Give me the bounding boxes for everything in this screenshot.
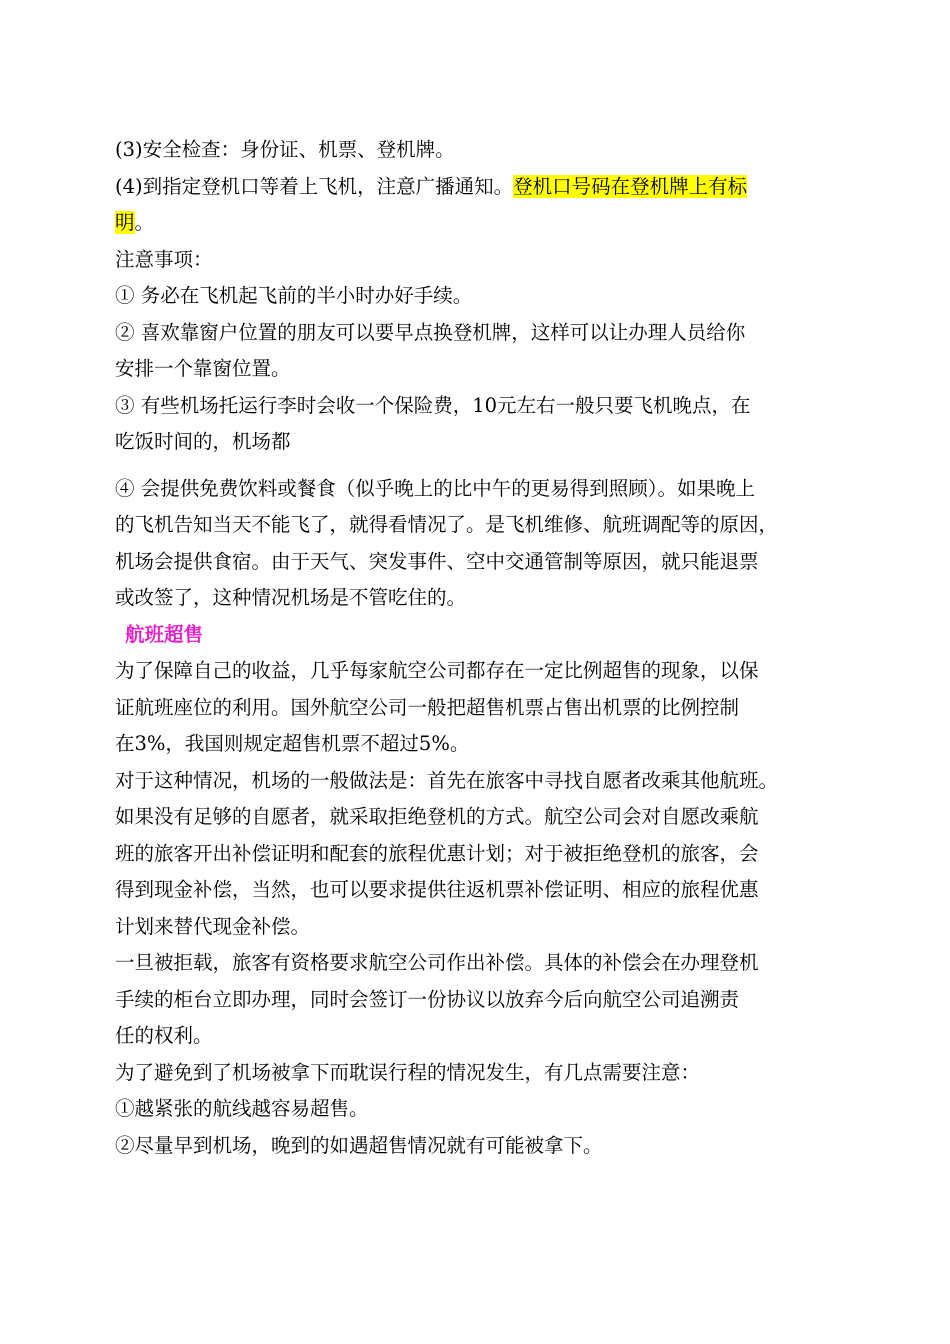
- paragraph-line: 得到现金补偿，当然，也可以要求提供往返机票补偿证明、相应的旅程优惠: [115, 878, 759, 901]
- list-item: ② 喜欢靠窗户位置的朋友可以要早点换登机牌，这样可以让办理人员给你: [115, 320, 746, 344]
- paragraph-line: 一旦被拒载，旅客有资格要求航空公司作出补偿。具体的补偿会在办理登机: [115, 951, 759, 974]
- list-item: ③ 有些机场托运行李时会收一个保险费，10元左右一般只要飞机晚点，在: [115, 393, 751, 417]
- list-item: ②尽量早到机场，晚到的如遇超售情况就有可能被拿下。: [115, 1133, 603, 1157]
- paragraph-line: 为了避免到了机场被拿下而耽误行程的情况发生，有几点需要注意：: [115, 1060, 701, 1084]
- paragraph-line: [115, 205, 840, 242]
- paragraph-line: 的飞机告知当天不能飞了，就得看情况了。是飞机维修、航班调配等的原因，: [115, 513, 779, 536]
- paragraph-line: 如果没有足够的自愿者，就采取拒绝登机的方式。航空公司会对自愿改乘航: [115, 805, 759, 828]
- line-text: 。: [134, 211, 155, 234]
- paragraph-line: 计划来替代现金补偿。: [115, 914, 311, 938]
- paragraph-line: 吃饭时间的，机场都: [115, 430, 291, 453]
- paragraph-line: 为了保障自己的收益，几乎每家航空公司都存在一定比例超售的现象，以保: [115, 659, 759, 682]
- line-text: (4)到指定登机口等着上飞机，注意广播通知。: [115, 174, 514, 198]
- highlighted-text: 登机口号码在登机牌上有标: [513, 174, 748, 198]
- paragraph-line: [115, 169, 840, 206]
- paragraph-line: 对于这种情况，机场的一般做法是：首先在旅客中寻找自愿者改乘其他航班。: [115, 768, 779, 792]
- paragraph-line: 安排一个靠窗位置。: [115, 357, 291, 380]
- paragraph-line: 在3%，我国则规定超售机票不超过5%。: [115, 732, 470, 755]
- paragraph-line: 手续的柜台立即办理，同时会签订一份协议以放弃今后向航空公司追溯责: [115, 987, 740, 1011]
- paragraph-line: (3)安全检查：身份证、机票、登机牌。: [115, 138, 455, 161]
- list-item: ① 务必在飞机起飞前的半小时办好手续。: [115, 284, 473, 307]
- paragraph-line: 证航班座位的利用。国外航空公司一般把超售机票占售出机票的比例控制: [115, 695, 740, 719]
- highlighted-text: 明: [115, 211, 135, 234]
- list-item: ①越紧张的航线越容易超售。: [115, 1097, 369, 1120]
- paragraph-line: 班的旅客开出补偿证明和配套的旅程优惠计划；对于被拒绝登机的旅客，会: [115, 841, 759, 865]
- section-heading: 航班超售: [125, 622, 204, 646]
- paragraph-line: 或改签了，这种情况机场是不管吃住的。: [115, 586, 467, 609]
- list-item: ④ 会提供免费饮料或餐食（似乎晚上的比中午的更易得到照顾）。如果晚上: [115, 476, 755, 500]
- paragraph-line: 任的权利。: [115, 1024, 213, 1047]
- notes-title: 注意事项：: [115, 247, 213, 271]
- paragraph-line: 机场会提供食宿。由于天气、突发事件、空中交通管制等原因，就只能退票: [115, 549, 759, 573]
- document-body: [115, 132, 840, 1164]
